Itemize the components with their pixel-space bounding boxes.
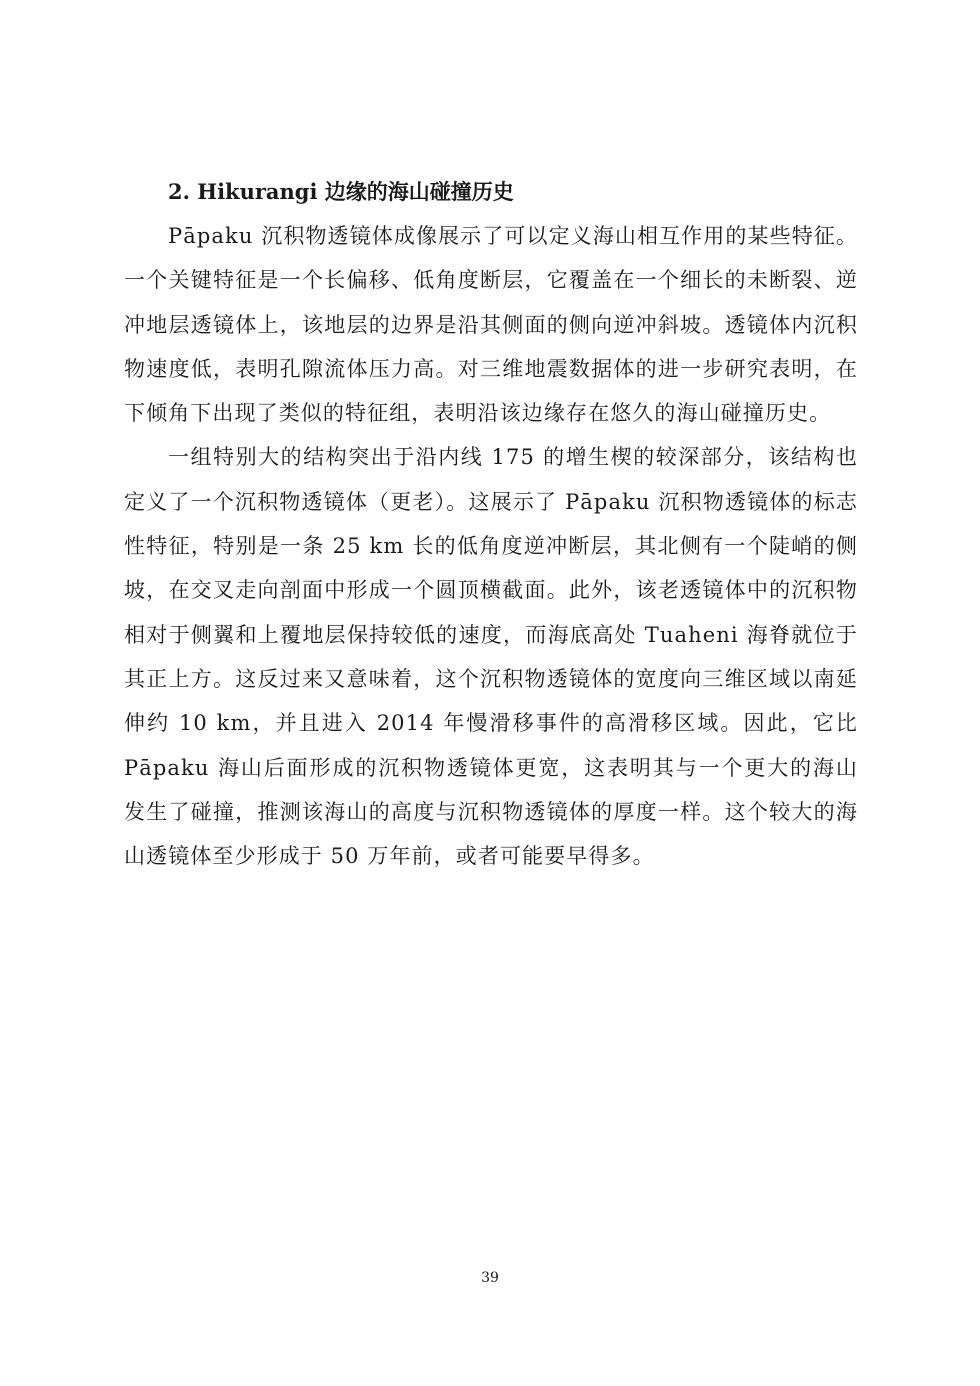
section-heading: 2. Hikurangi 边缘的海山碰撞历史 [168,179,514,204]
page-number: 39 [481,1270,499,1286]
paragraph-1: Pāpaku 沉积物透镜体成像展示了可以定义海山相互作用的某些特征。一个关键特征是一个长偏移、低角度断层，它覆盖在一个细长的未断裂、逆冲地层透镜体上，该地层的边界是沿其侧面的侧向逆冲斜坡。透镜体内沉积物速度低，表明孔隙流体压力高。对三维地震数据体的进一步研究表明，在下倾角下出现了类似的特征组，表明沿该边缘存在悠久的海山碰撞历史。 [124,224,858,426]
paragraph-2: 一组特别大的结构突出于沿内线 175 的增生楔的较深部分，该结构也定义了一个沉积物透镜体（更老）。这展示了 Pāpaku 沉积物透镜体的标志性特征，特别是一条 25 km 长的低角度逆冲断层，其北侧有一个陡峭的侧坡，在交叉走向剖面中形成一个圆顶横截面。此外，该老透镜体中的沉积物相对于侧翼和上覆地层保持较低的速度，而海底高处 Tuaheni 海脊就位于其正上方。这反过来又意味着，这个沉积物透镜体的宽度向三维区域以南延伸约 10 km，并且进入 2014 年慢滑移事件的高滑移区域。因此，它比 Pāpaku 海山后面形成的沉积物透镜体更宽，这表明其与一个更大的海山发生了碰撞，推测该海山的高度与沉积物透镜体的厚度一样。这个较大的海山透镜体至少形成于 50 万年前，或者可能要早得多。 [124,445,858,869]
body-text [124,214,858,878]
